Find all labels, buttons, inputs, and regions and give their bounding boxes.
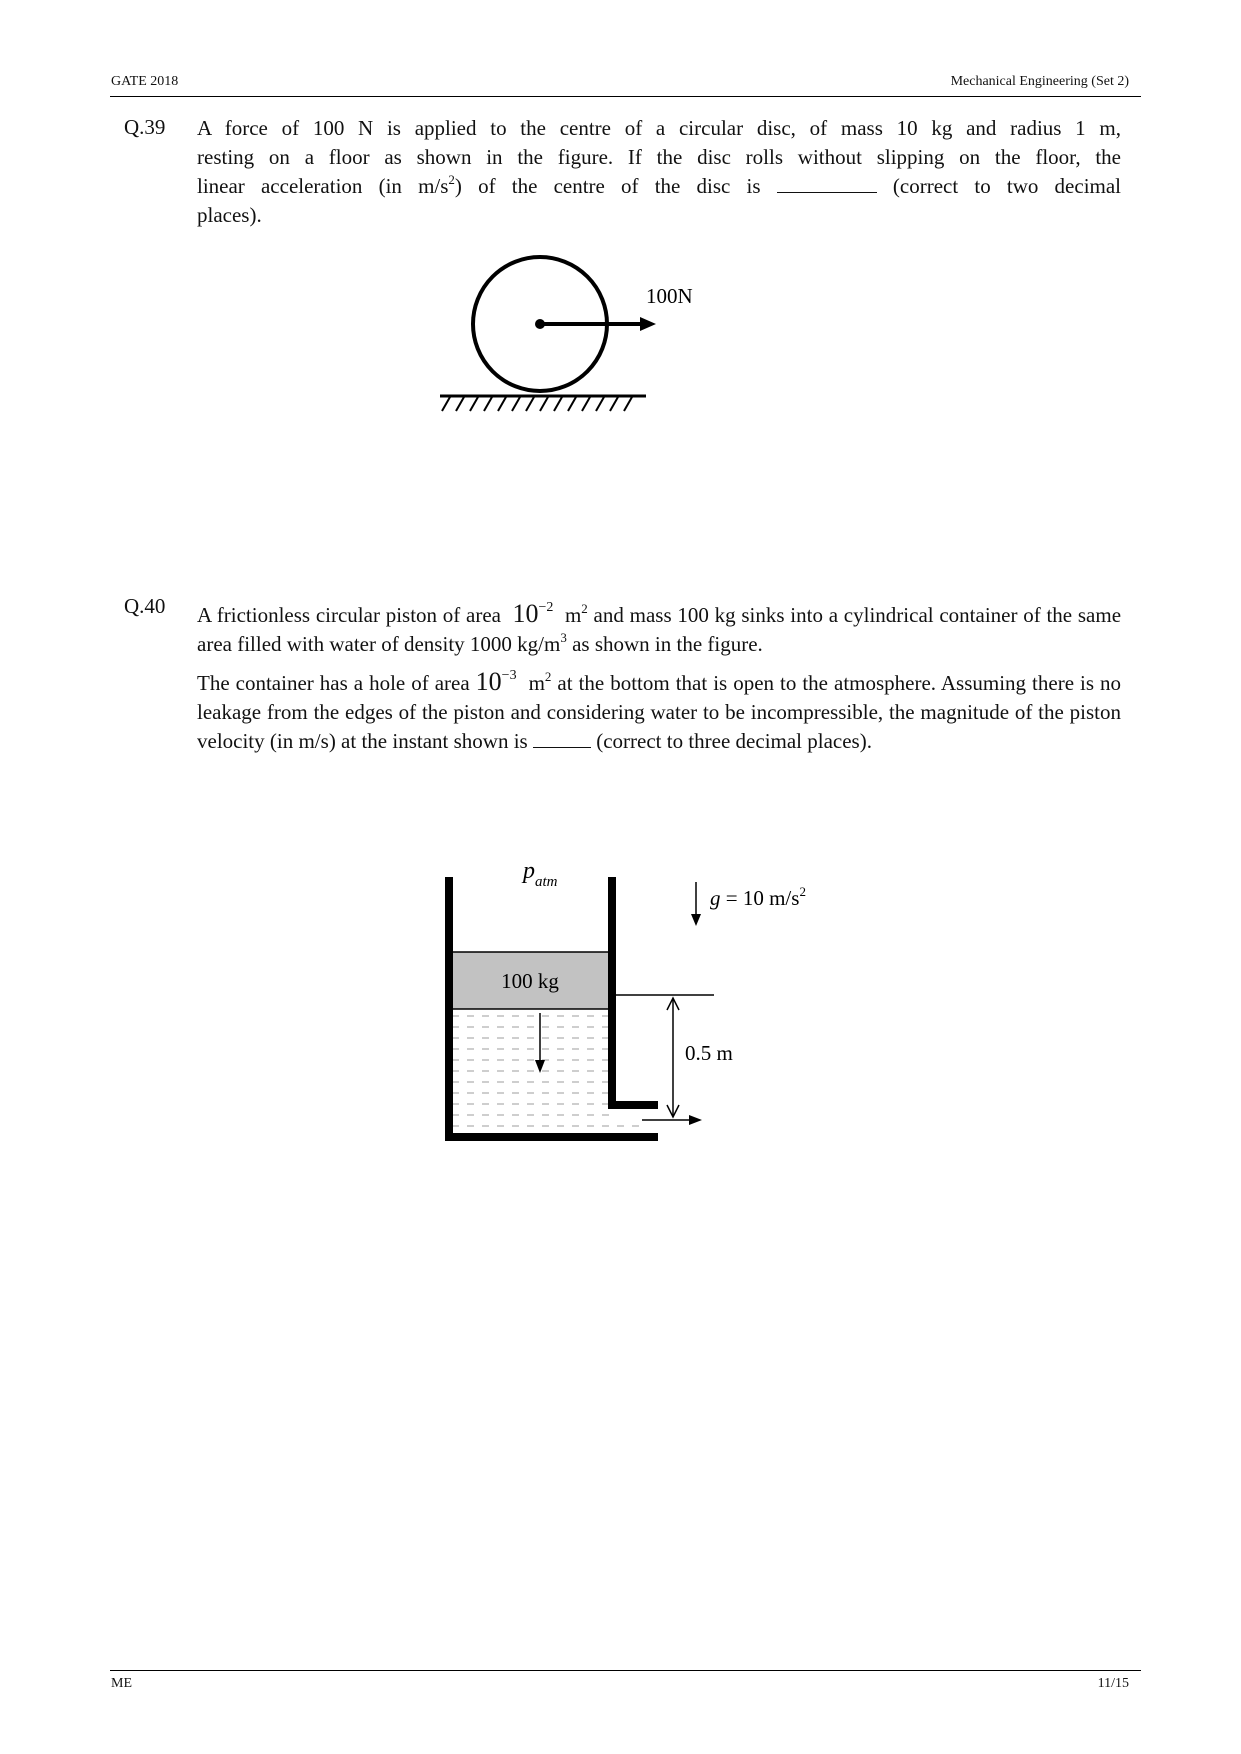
- q40-piston-area-base: 10: [512, 599, 539, 628]
- q40-piston-area: [513, 599, 554, 628]
- gravity-arrow-head: [691, 914, 701, 926]
- outlet-jet-arrow-head: [689, 1115, 702, 1125]
- water-outlet: [610, 1125, 640, 1133]
- q40-p2b: at the bottom that is open to the atmosphere. Assuming there is no leakage from the edges of the piston and considering water to be incompressible, the magnitude of the piston velocity (in m/s) at the instant shown is: [197, 671, 1122, 753]
- floor-hatching: [442, 397, 632, 411]
- gravity-value: = 10 m/s: [720, 886, 800, 910]
- q40-p1c: as shown in the figure.: [572, 632, 763, 656]
- gravity-exp: 2: [799, 884, 806, 899]
- q40-text: [197, 599, 1121, 756]
- force-arrow-head: [640, 317, 656, 331]
- q40-piston-figure: [420, 835, 860, 1170]
- q40-hole-area-exp: −3: [501, 668, 517, 683]
- footer-paper-code: ME: [111, 1676, 132, 1691]
- q39-line-3c: (correct to two decimal: [892, 174, 1122, 198]
- q40-p2c: (correct to three decimal places).: [596, 729, 872, 753]
- header-paper-title: Mechanical Engineering (Set 2): [950, 74, 1129, 89]
- q39-line-1: A force of 100 N is applied to the centre of a circular disc, of mass 10 kg and radius 1 m,: [197, 116, 1121, 140]
- q40-piston-area-unit: m: [564, 603, 582, 627]
- gravity-label: [710, 884, 806, 910]
- q39-answer-blank: [777, 174, 877, 193]
- q39-line-2: resting on a floor as shown in the figure. If the disc rolls without slipping on the floor, the: [197, 145, 1121, 169]
- header-exam-title: GATE 2018: [111, 74, 179, 89]
- q39-line-3b: ) of the centre of the disc is: [454, 174, 761, 198]
- q40-p1b: and mass 100 kg sinks into a cylindrical container of the same area filled with water of density 1000 kg/m: [197, 603, 1122, 656]
- q40-number: Q.40: [124, 594, 166, 618]
- footer-page-number: 11/15: [1097, 1676, 1129, 1691]
- q40-density-exp: 3: [560, 630, 567, 645]
- q40-piston-area-unit-exp: 2: [581, 601, 588, 616]
- q40-hole-area-unit: m: [528, 671, 545, 695]
- height-label: 0.5 m: [685, 1041, 733, 1065]
- container-left-wall: [445, 877, 453, 1140]
- q40-p2a: The container has a hole of area: [197, 671, 470, 695]
- footer-rule: [110, 1670, 1141, 1671]
- container-bottom-wall: [445, 1133, 658, 1141]
- patm-sub: atm: [535, 874, 558, 890]
- q40-piston-area-exp: −2: [538, 600, 554, 615]
- q40-hole-area-unit-exp: 2: [544, 669, 552, 684]
- patm-label: [521, 858, 558, 890]
- q39-number: Q.39: [124, 115, 166, 139]
- water-body: [451, 1009, 610, 1133]
- q40-paragraph-1: [197, 599, 1121, 659]
- piston-mass-label: 100 kg: [501, 969, 559, 993]
- q40-answer-blank: [533, 729, 591, 748]
- q39-line-3: [197, 172, 1121, 201]
- patm-p: p: [523, 858, 535, 884]
- q40-p1a: A frictionless circular piston of area: [197, 603, 501, 627]
- q40-paragraph-2: [197, 667, 1121, 756]
- force-label: 100N: [646, 284, 693, 308]
- container-outlet-lip: [608, 1101, 658, 1109]
- q39-disc-figure: [420, 245, 720, 425]
- q39-text: [197, 114, 1121, 230]
- q39-line-4: places).: [197, 203, 262, 227]
- gravity-g: g: [710, 886, 721, 910]
- q39-line-3a: linear acceleration (in m/s: [197, 174, 449, 198]
- q40-hole-area-base: 10: [475, 667, 502, 696]
- q40-hole-area: [476, 667, 517, 696]
- container-right-wall: [608, 877, 616, 1109]
- header-rule: [110, 96, 1141, 97]
- q39-unit-exp: 2: [448, 172, 455, 187]
